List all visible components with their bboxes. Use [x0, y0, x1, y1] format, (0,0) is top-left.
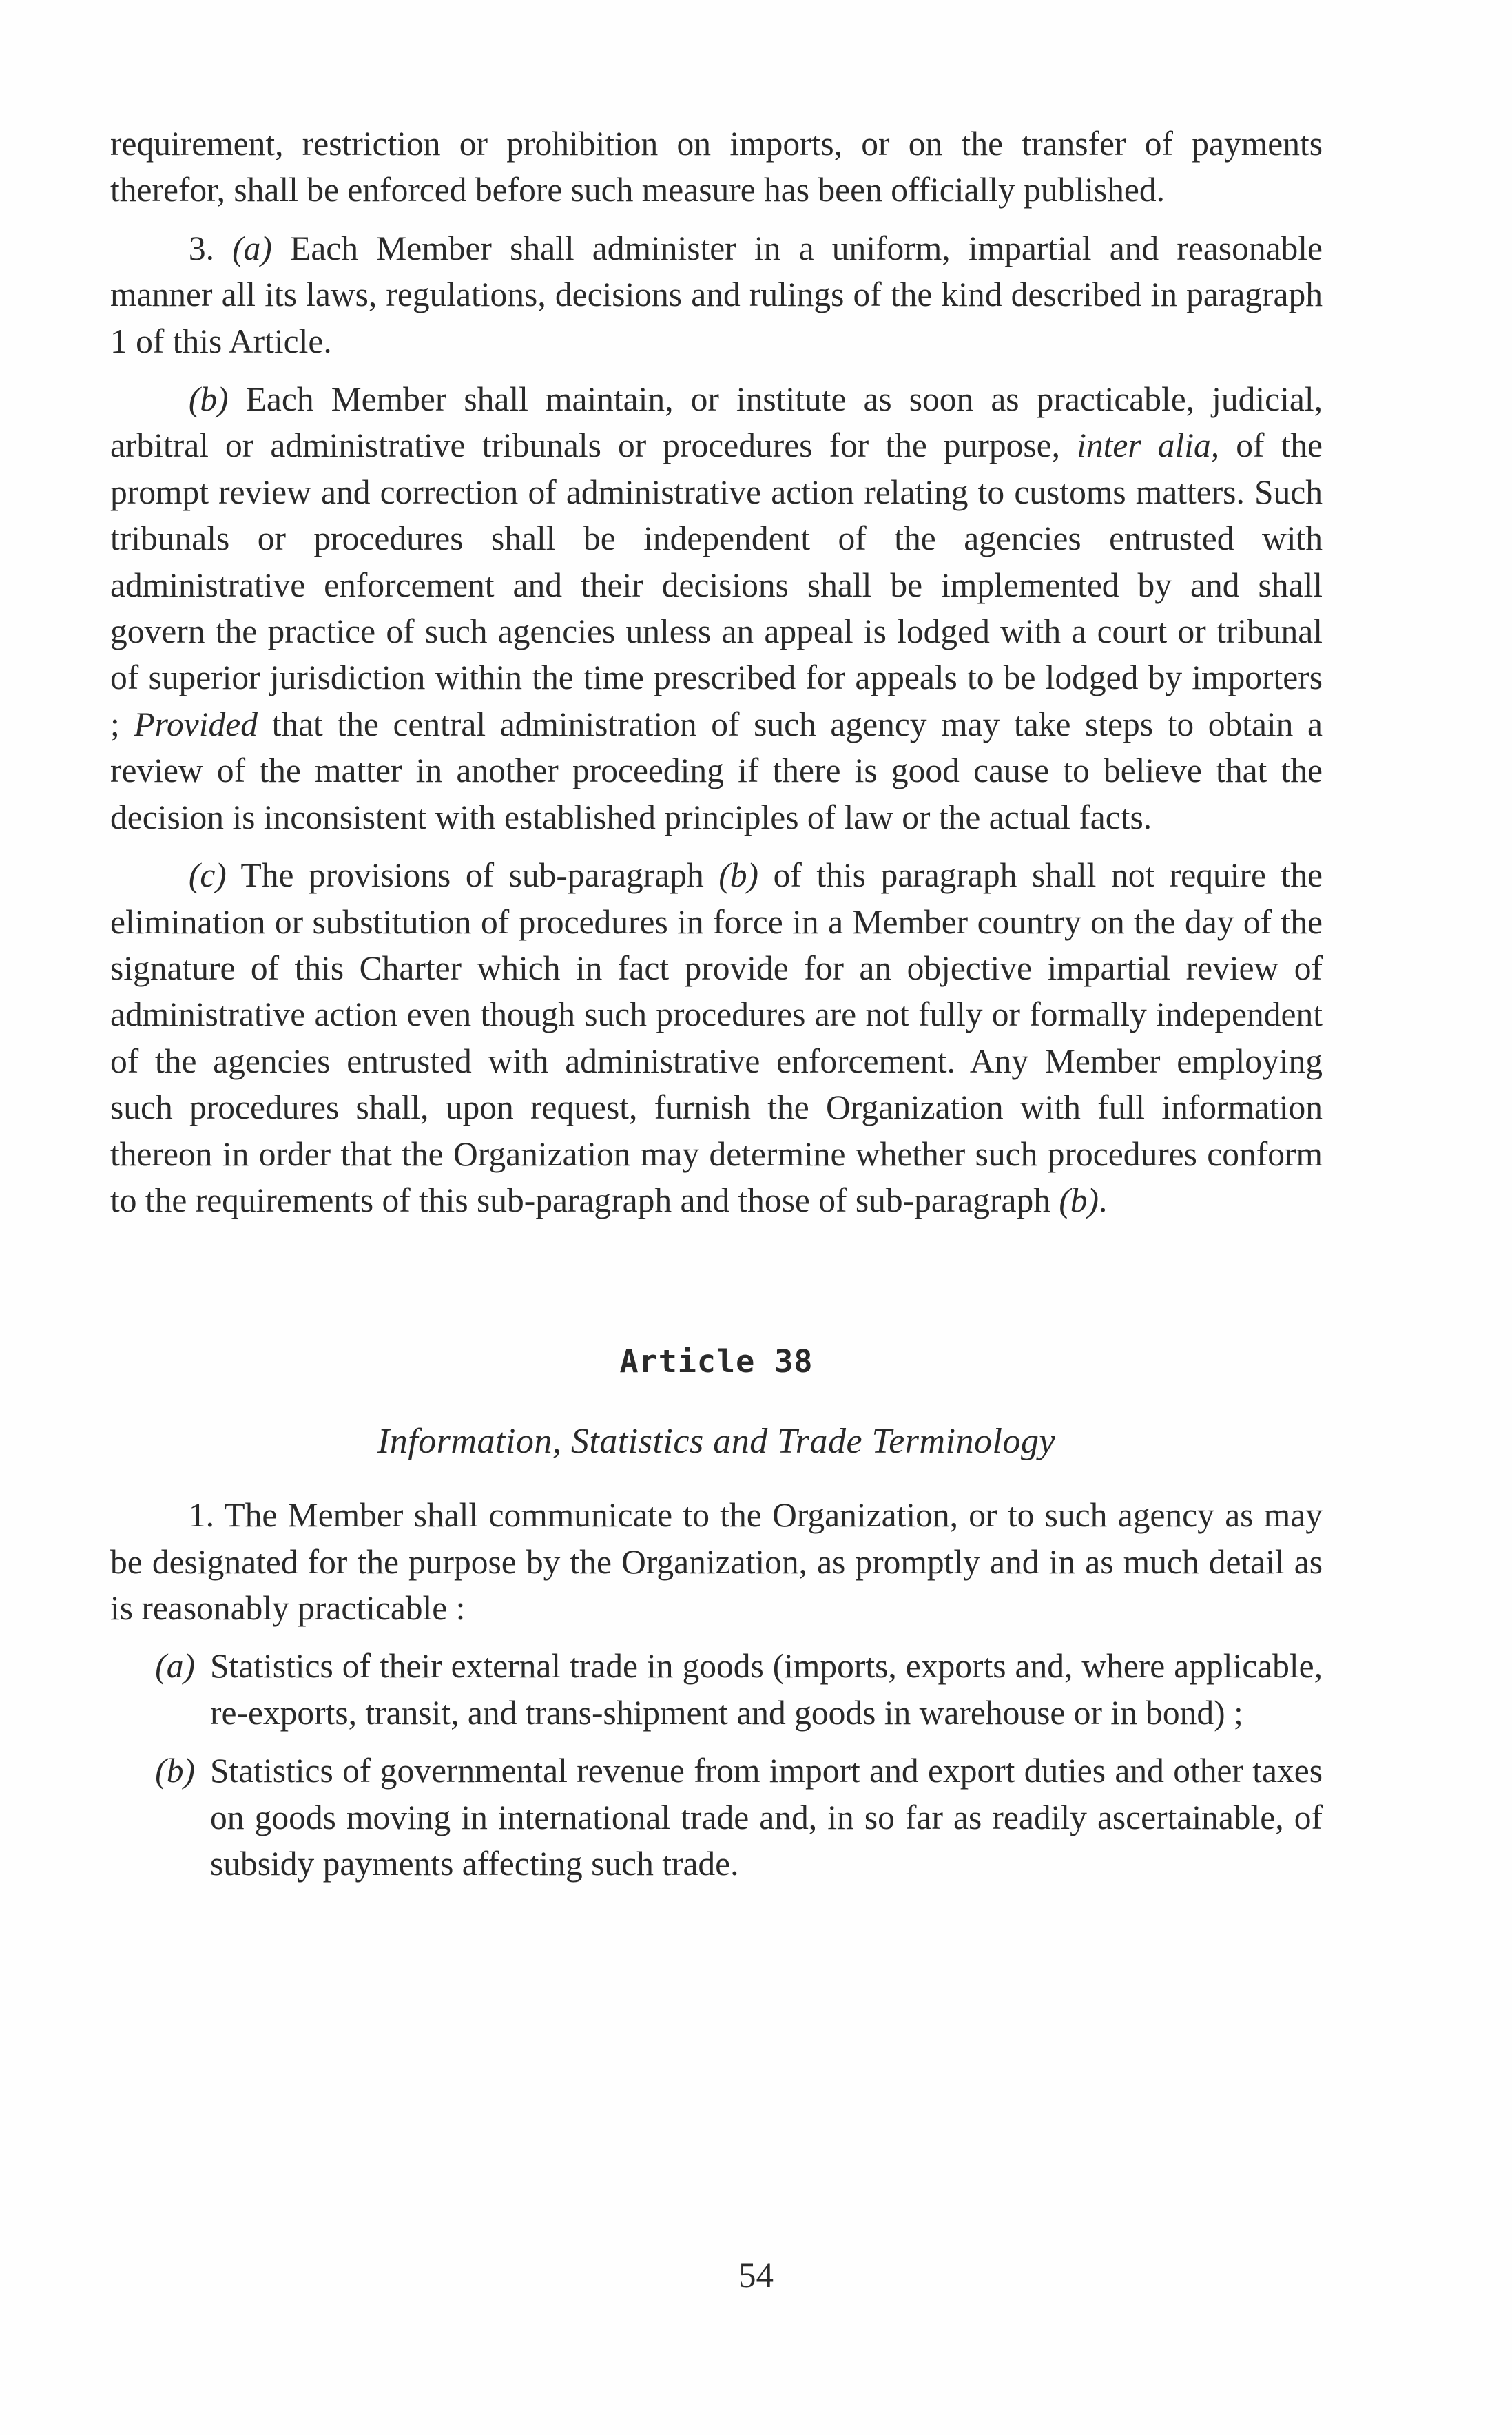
- paragraph-text: The provisions of sub-paragraph: [240, 856, 704, 895]
- latin-phrase: inter alia,: [1077, 426, 1220, 465]
- page-body: [110, 121, 1323, 1898]
- paragraph-text: Each Member shall administer in a uniform, impartial and reasonable manner all its laws, regulations, decisions and rulings of the kind described in paragraph 1 of this Article.: [110, 229, 1323, 360]
- subparagraph-reference: (b): [1059, 1181, 1099, 1219]
- paragraph-text: of the prompt review and correction of administrative action relating to customs matters. Such tribunals or procedures shall be independent of the agencies entrusted with administrative enforcement and their decisions shall be implemented by and shall govern the practice of such agencies unless an appeal is lodged with a court or tribunal of superior jurisdiction within the time prescribed for appeals to be lodged by importers ;: [110, 426, 1323, 743]
- paragraph-3b: [110, 376, 1323, 840]
- proviso-keyword: Provided: [134, 705, 258, 743]
- list-item: [110, 1748, 1323, 1887]
- page-number: 54: [738, 2257, 774, 2295]
- paragraph-3a: [110, 225, 1323, 364]
- subparagraph-label: (a): [232, 229, 272, 267]
- paragraph-1: 1. The Member shall communicate to the Organization, or to such agency as may be designated for the purpose by the Organization, as promptly and in as much detail as is reasonably practicable :: [110, 1496, 1323, 1627]
- paragraph-text: that the central administration of such agency may take steps to obtain a review of the matter in another proceeding if there is good cause to believe that the decision is inconsistent with established principles of law or the actual facts.: [110, 705, 1323, 836]
- paragraph-end: .: [1099, 1181, 1108, 1219]
- continuation-paragraph: requirement, restriction or prohibition on imports, or on the transfer of payments therefor, shall be enforced before such measure has been officially published.: [110, 125, 1323, 209]
- list-item-text: Statistics of governmental revenue from import and export duties and other taxes on goods moving in international trade and, in so far as readily ascertainable, of subsidy payments affecting such trade.: [210, 1752, 1323, 1883]
- paragraph-text: Each Member shall maintain, or institute as soon as practicable, judicial, arbitral or administrative tribunals or procedures for the purpose,: [110, 380, 1323, 465]
- paragraph-text: of this paragraph shall not require the elimination or substitution of procedures in force in a Member country on the day of the signature of this Charter which in fact provide for an objective impartial review of administrative action even though such procedures are not fully or formally independent of the agencies entrusted with administrative enforcement. Any Member employing such procedures shall, upon request, furnish the Organization with full information thereon in order that the Organization may determine whether such procedures conform to the requirements of this sub-paragraph and those of sub-paragraph: [110, 856, 1323, 1219]
- article-subtitle: Information, Statistics and Trade Terminology: [377, 1421, 1056, 1461]
- paragraph-number: 3.: [188, 229, 214, 267]
- list-item-label: (b): [155, 1752, 195, 1790]
- list-item: [110, 1643, 1323, 1736]
- article-heading: Article 38: [619, 1343, 814, 1380]
- paragraph-3c: [110, 852, 1323, 1223]
- list-item-label: (a): [155, 1647, 195, 1686]
- list-item-text: Statistics of their external trade in goods (imports, exports and, where applicable, re-exports, transit, and trans-shipment and goods in warehouse or in bond) ;: [210, 1647, 1323, 1732]
- subparagraph-reference: (b): [718, 856, 759, 895]
- subparagraph-label: (b): [188, 380, 229, 419]
- subparagraph-label: (c): [188, 856, 227, 895]
